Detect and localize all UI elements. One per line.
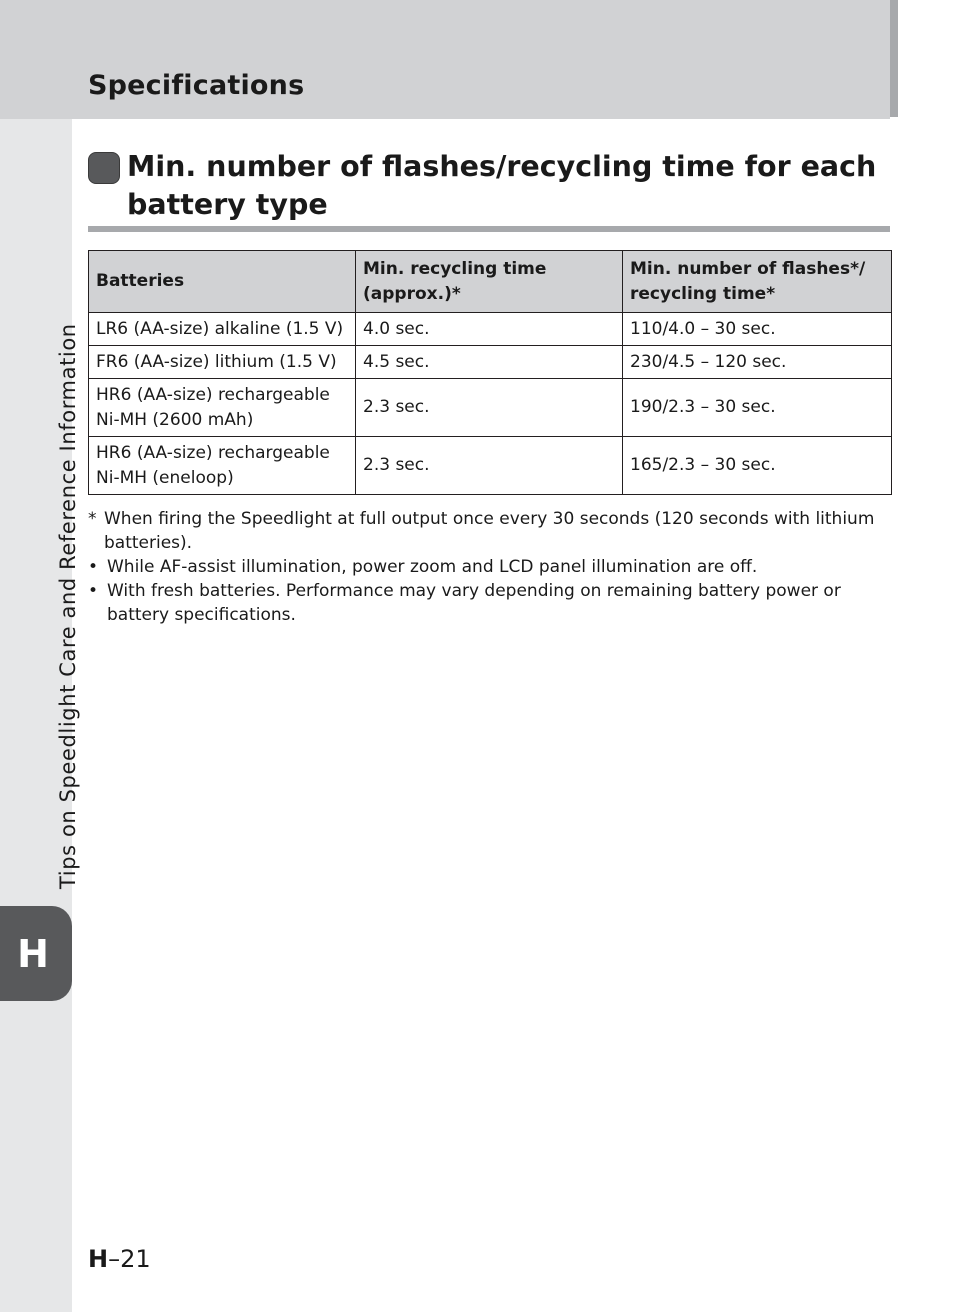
footnote-bullet xyxy=(88,579,894,627)
page-number-value: –21 xyxy=(108,1245,151,1273)
battery-cell: HR6 (AA-size) rechargeable Ni-MH (eneloop) xyxy=(89,437,356,495)
battery-spec-table xyxy=(88,250,892,495)
section-heading: Min. number of flashes/recycling time for each battery type xyxy=(127,150,877,221)
flashes-cell: 165/2.3 – 30 sec. xyxy=(623,437,892,495)
chapter-tab-letter: H xyxy=(17,931,49,976)
table-row xyxy=(89,313,892,346)
recycling-time-cell: 2.3 sec. xyxy=(356,437,623,495)
chapter-side-label: Tips on Speedlight Care and Reference Information xyxy=(56,323,80,889)
column-header-recycling-time: Min. recycling time (approx.)* xyxy=(356,251,623,313)
flashes-cell: 110/4.0 – 30 sec. xyxy=(623,313,892,346)
page-header-title: Specifications xyxy=(88,70,305,101)
bullet-icon: • xyxy=(88,557,99,577)
page-number-prefix: H xyxy=(88,1245,109,1273)
header-band xyxy=(0,0,890,119)
heading-rule xyxy=(88,226,890,232)
recycling-time-cell: 2.3 sec. xyxy=(356,379,623,437)
footnote-text: While AF-assist illumination, power zoom and LCD panel illumination are off. xyxy=(107,557,758,577)
flashes-cell: 230/4.5 – 120 sec. xyxy=(623,346,892,379)
footnote-marker: * xyxy=(88,509,97,529)
table-row xyxy=(89,379,892,437)
table-row xyxy=(89,437,892,495)
footnotes xyxy=(88,507,894,627)
flashes-cell: 190/2.3 – 30 sec. xyxy=(623,379,892,437)
recycling-time-cell: 4.0 sec. xyxy=(356,313,623,346)
footnote-asterisk xyxy=(88,507,894,555)
column-header-batteries: Batteries xyxy=(89,251,356,313)
footnote-bullet xyxy=(88,555,894,579)
footnote-text: With fresh batteries. Performance may vary depending on remaining battery power or battery specifications. xyxy=(107,581,841,625)
footnote-text: When firing the Speedlight at full output once every 30 seconds (120 seconds with lithium batteries). xyxy=(104,509,875,553)
battery-cell: FR6 (AA-size) lithium (1.5 V) xyxy=(89,346,356,379)
chapter-tab[interactable] xyxy=(0,906,72,1001)
page-number xyxy=(88,1245,151,1273)
column-header-flashes: Min. number of flashes*/ recycling time* xyxy=(623,251,892,313)
recycling-time-cell: 4.5 sec. xyxy=(356,346,623,379)
battery-cell: LR6 (AA-size) alkaline (1.5 V) xyxy=(89,313,356,346)
section-square-icon xyxy=(88,152,120,184)
battery-cell: HR6 (AA-size) rechargeable Ni-MH (2600 mAh) xyxy=(89,379,356,437)
bullet-icon: • xyxy=(88,581,99,601)
table-header-row xyxy=(89,251,892,313)
table-row xyxy=(89,346,892,379)
header-band-edge xyxy=(890,0,898,117)
